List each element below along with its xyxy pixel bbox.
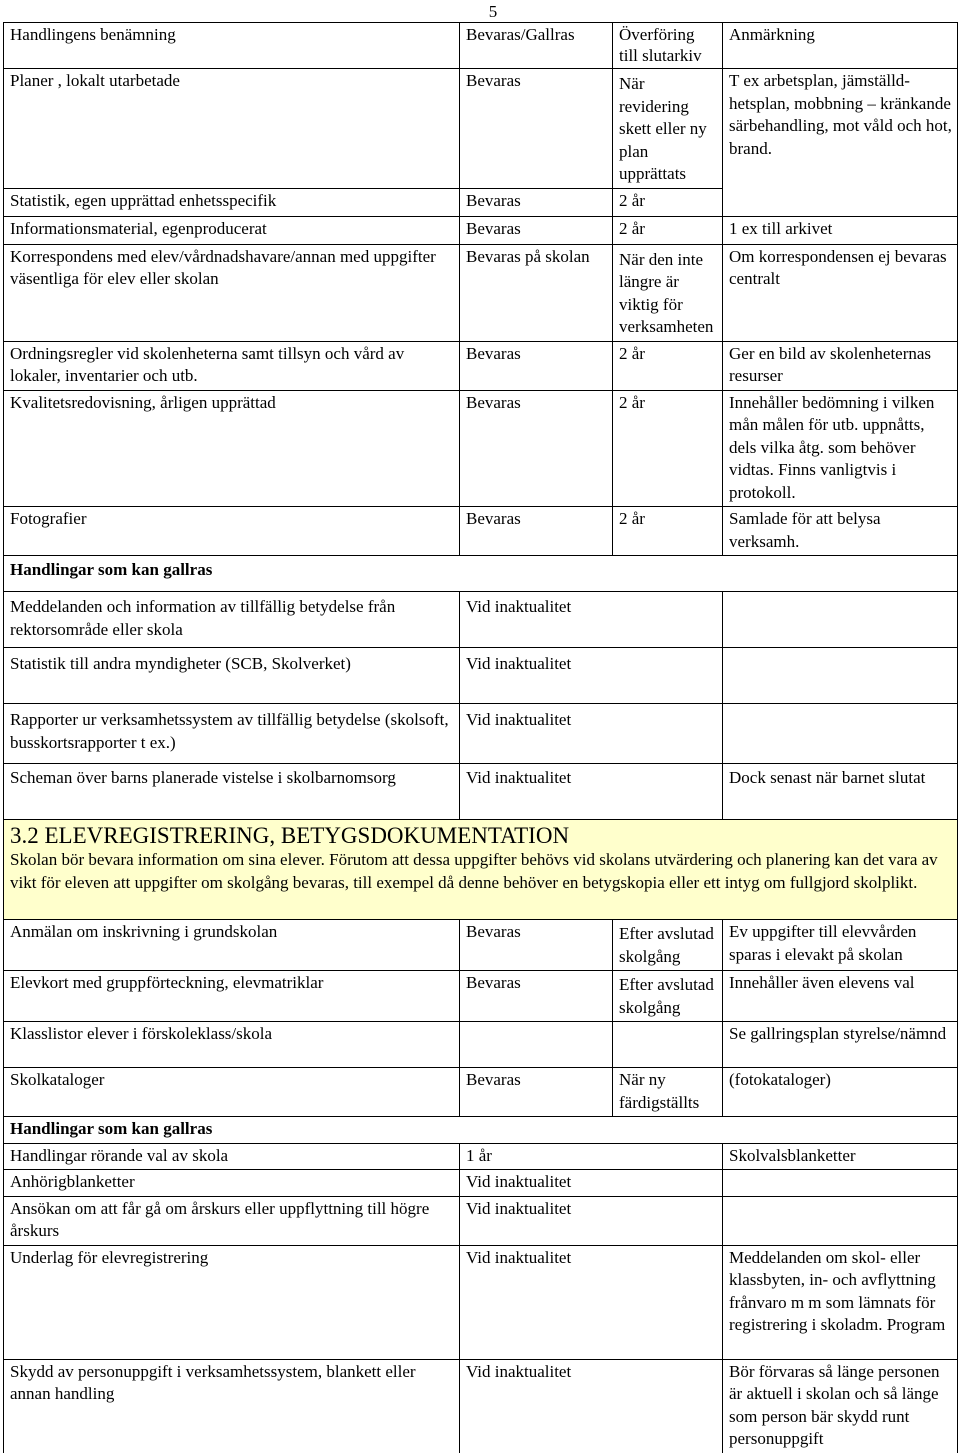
row-transfer xyxy=(613,1022,723,1068)
row-status: Vid inaktualitet xyxy=(460,592,723,648)
table-row xyxy=(4,764,958,820)
table-row xyxy=(4,216,958,244)
table-row xyxy=(4,1196,958,1245)
section-title: 3.2 ELEVREGISTRERING, BETYGSDOKUMENTATION xyxy=(10,823,570,848)
row-transfer: 2 år xyxy=(613,341,723,390)
archive-table xyxy=(3,22,958,1453)
row-status: Bevaras xyxy=(460,216,613,244)
row-status: Bevaras xyxy=(460,920,613,971)
row-status: Vid inaktualitet xyxy=(460,1196,723,1245)
row-status: Bevaras xyxy=(460,507,613,556)
row-transfer: 2 år xyxy=(613,188,723,216)
table-row xyxy=(4,507,958,556)
row-transfer: Efter avslutad skolgång xyxy=(613,920,723,971)
table-row xyxy=(4,971,958,1022)
row-status: Bevaras på skolan xyxy=(460,244,613,341)
row-name: Anhörigblanketter xyxy=(4,1170,460,1197)
row-note: Innehåller bedömning i vilken mån målen för utb. uppnåtts, dels vilka åtg. som behöver vidtas. Finns vanligtvis i protokoll. xyxy=(723,390,958,507)
header-note: Anmärkning xyxy=(723,23,958,69)
row-note xyxy=(723,704,958,764)
row-note: (fotokataloger) xyxy=(723,1068,958,1117)
row-transfer: 2 år xyxy=(613,507,723,556)
row-name: Scheman över barns planerade vistelse i skolbarnomsorg xyxy=(4,764,460,820)
row-status: Bevaras xyxy=(460,1068,613,1117)
row-name: Meddelanden och information av tillfällig betydelse från rektorsområde eller skola xyxy=(4,592,460,648)
row-status: Bevaras xyxy=(460,971,613,1022)
row-name: Skolkataloger xyxy=(4,1068,460,1117)
row-name: Skydd av personuppgift i verksamhetssystem, blankett eller annan handling xyxy=(4,1359,460,1453)
row-note: Bör förvaras så länge personen är aktuell i skolan och så länge som person bär skydd runt personuppgift xyxy=(723,1359,958,1453)
row-note xyxy=(723,1196,958,1245)
row-name: Rapporter ur verksamhetssystem av tillfällig betydelse (skolsoft, busskortsrapporter t ex.) xyxy=(4,704,460,764)
table-row xyxy=(4,648,958,704)
row-status: Vid inaktualitet xyxy=(460,1170,723,1197)
section-text: Skolan bör bevara information om sina elever. Förutom att dessa uppgifter behövs vid skolans utvärdering och planering kan det vara av vikt för eleven att uppgifter om skolgång bevaras, till exempel då denne behöver en betygskopia eller ett intyg om fullgjord skolplikt. xyxy=(10,850,938,892)
row-name: Handlingar rörande val av skola xyxy=(4,1143,460,1170)
row-name: Statistik, egen upprättad enhetsspecifik xyxy=(4,188,460,216)
row-status: Bevaras xyxy=(460,69,613,189)
row-name: Fotografier xyxy=(4,507,460,556)
table-row xyxy=(4,704,958,764)
table-row xyxy=(4,1170,958,1197)
row-status: Vid inaktualitet xyxy=(460,764,723,820)
section-block xyxy=(4,820,958,920)
table-row xyxy=(4,1143,958,1170)
row-name: Underlag för elevregistrering xyxy=(4,1245,460,1359)
section-row xyxy=(4,820,958,920)
table-row xyxy=(4,1068,958,1117)
table-header-row xyxy=(4,23,958,69)
table-row xyxy=(4,390,958,507)
gallras-heading: Handlingar som kan gallras xyxy=(4,1117,958,1144)
row-status: Vid inaktualitet xyxy=(460,1245,723,1359)
row-note: Skolvalsblanketter xyxy=(723,1143,958,1170)
subheading-row xyxy=(4,1117,958,1144)
row-status: Bevaras xyxy=(460,390,613,507)
row-note: Innehåller även elevens val xyxy=(723,971,958,1022)
row-name: Planer , lokalt utarbetade xyxy=(4,69,460,189)
row-note: Ev uppgifter till elevvården sparas i elevakt på skolan xyxy=(723,920,958,971)
page-number: 5 xyxy=(488,2,498,21)
subheading-row xyxy=(4,556,958,592)
row-transfer: 2 år xyxy=(613,216,723,244)
header-status: Bevaras/Gallras xyxy=(460,23,613,69)
row-note xyxy=(723,592,958,648)
table-row xyxy=(4,1022,958,1068)
header-transfer: Överföring till slutarkiv xyxy=(613,23,723,69)
table-row xyxy=(4,244,958,341)
row-status: 1 år xyxy=(460,1143,723,1170)
row-name: Statistik till andra myndigheter (SCB, Skolverket) xyxy=(4,648,460,704)
table-row xyxy=(4,920,958,971)
row-name: Korrespondens med elev/vårdnadshavare/annan med uppgifter väsentliga för elev eller skolan xyxy=(4,244,460,341)
row-name: Informationsmaterial, egenproducerat xyxy=(4,216,460,244)
table-row xyxy=(4,1245,958,1359)
header-name: Handlingens benämning xyxy=(4,23,460,69)
row-status: Bevaras xyxy=(460,341,613,390)
row-note: T ex arbetsplan, jämställd-hetsplan, mobbning – kränkande särbehandling, mot våld och hot, brand. xyxy=(723,69,958,217)
row-transfer: När den inte längre är viktig för verksamheten xyxy=(613,244,723,341)
row-transfer: När revidering skett eller ny plan upprättats xyxy=(613,69,723,189)
row-transfer: 2 år xyxy=(613,390,723,507)
table-row xyxy=(4,69,958,189)
row-note: Se gallringsplan styrelse/nämnd xyxy=(723,1022,958,1068)
row-name: Ordningsregler vid skolenheterna samt tillsyn och vård av lokaler, inventarier och utb. xyxy=(4,341,460,390)
row-transfer: När ny färdigställts xyxy=(613,1068,723,1117)
row-status: Vid inaktualitet xyxy=(460,1359,723,1453)
row-note: Ger en bild av skolenheternas resurser xyxy=(723,341,958,390)
row-name: Anmälan om inskrivning i grundskolan xyxy=(4,920,460,971)
row-status: Vid inaktualitet xyxy=(460,704,723,764)
row-note: 1 ex till arkivet xyxy=(723,216,958,244)
row-note: Dock senast när barnet slutat xyxy=(723,764,958,820)
row-note xyxy=(723,1170,958,1197)
row-note: Meddelanden om skol- eller klassbyten, in- och avflyttning frånvaro m m som lämnats för registrering i skoladm. Program xyxy=(723,1245,958,1359)
row-note: Samlade för att belysa verksamh. xyxy=(723,507,958,556)
row-status xyxy=(460,1022,613,1068)
table-row xyxy=(4,592,958,648)
row-name: Klasslistor elever i förskoleklass/skola xyxy=(4,1022,460,1068)
row-status: Bevaras xyxy=(460,188,613,216)
row-transfer: Efter avslutad skolgång xyxy=(613,971,723,1022)
row-name: Kvalitetsredovisning, årligen upprättad xyxy=(4,390,460,507)
row-status: Vid inaktualitet xyxy=(460,648,723,704)
table-row xyxy=(4,341,958,390)
row-note xyxy=(723,648,958,704)
gallras-heading: Handlingar som kan gallras xyxy=(4,556,958,592)
table-row xyxy=(4,1359,958,1453)
row-note: Om korrespondensen ej bevaras centralt xyxy=(723,244,958,341)
row-name: Elevkort med gruppförteckning, elevmatriklar xyxy=(4,971,460,1022)
row-name: Ansökan om att får gå om årskurs eller uppflyttning till högre årskurs xyxy=(4,1196,460,1245)
